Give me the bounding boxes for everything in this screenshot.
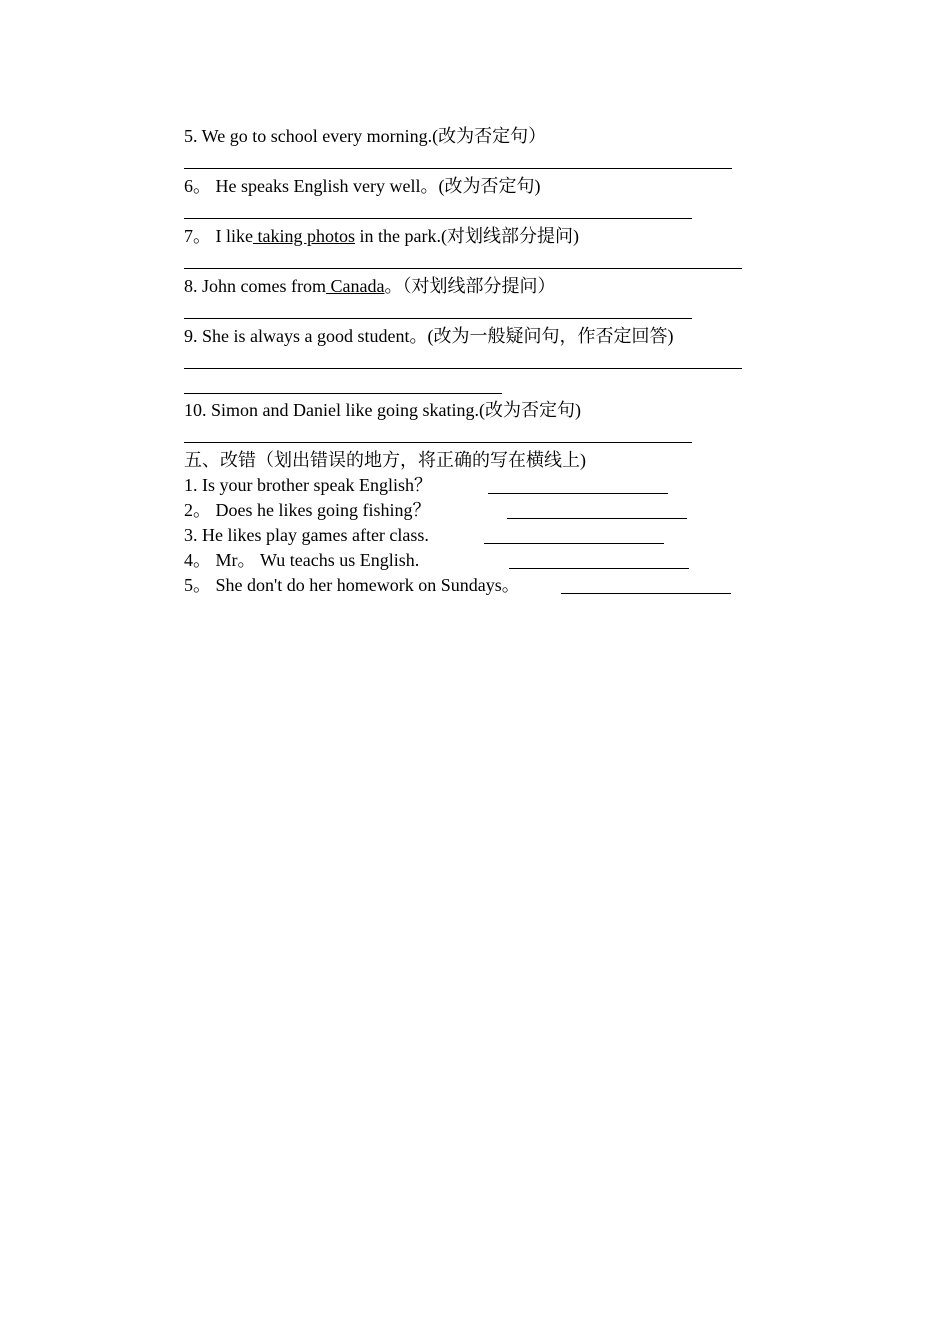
correction-item-3: 3. He likes play games after class. <box>184 525 429 545</box>
question-7-suffix: in the park.(对划线部分提问) <box>355 226 579 246</box>
correction-answer-line-3[interactable] <box>484 543 664 544</box>
question-8-underlined: Canada <box>325 276 385 296</box>
question-10: 10. Simon and Daniel like going skating.(改为否定句) <box>184 400 581 420</box>
correction-answer-line-2[interactable] <box>507 518 687 519</box>
correction-item-5: 5。 She don't do her homework on Sundays。 <box>184 575 520 595</box>
correction-item-2: 2。 Does he likes going fishing？ <box>184 500 431 520</box>
section-5-heading: 五、改错（划出错误的地方，将正确的写在横线上) <box>184 450 586 470</box>
correction-item-4: 4。 Mr。 Wu teachs us English. <box>184 550 420 570</box>
question-7-underlined: taking photos <box>253 226 355 246</box>
correction-answer-line-4[interactable] <box>509 568 689 569</box>
question-8 <box>184 274 555 298</box>
answer-line-7[interactable] <box>184 268 742 269</box>
question-9: 9. She is always a good student。(改为一般疑问句，作否定回答) <box>184 326 674 346</box>
question-8-prefix: 8. John comes from <box>184 276 326 296</box>
answer-line-9a[interactable] <box>184 368 742 369</box>
correction-answer-line-5[interactable] <box>561 593 731 594</box>
question-6: 6。 He speaks English very well。(改为否定句) <box>184 176 541 196</box>
question-7-prefix: 7。 I like <box>184 226 253 246</box>
answer-line-6[interactable] <box>184 218 692 219</box>
answer-line-10[interactable] <box>184 442 692 443</box>
correction-answer-line-1[interactable] <box>488 493 668 494</box>
question-5: 5. We go to school every morning.(改为否定句） <box>184 126 547 146</box>
question-8-suffix: 。（对划线部分提问） <box>384 276 556 296</box>
correction-item-1: 1. Is your brother speak English？ <box>184 475 432 495</box>
answer-line-5[interactable] <box>184 168 732 169</box>
question-7 <box>184 224 579 248</box>
answer-line-9b[interactable] <box>184 393 502 394</box>
answer-line-8[interactable] <box>184 318 692 319</box>
